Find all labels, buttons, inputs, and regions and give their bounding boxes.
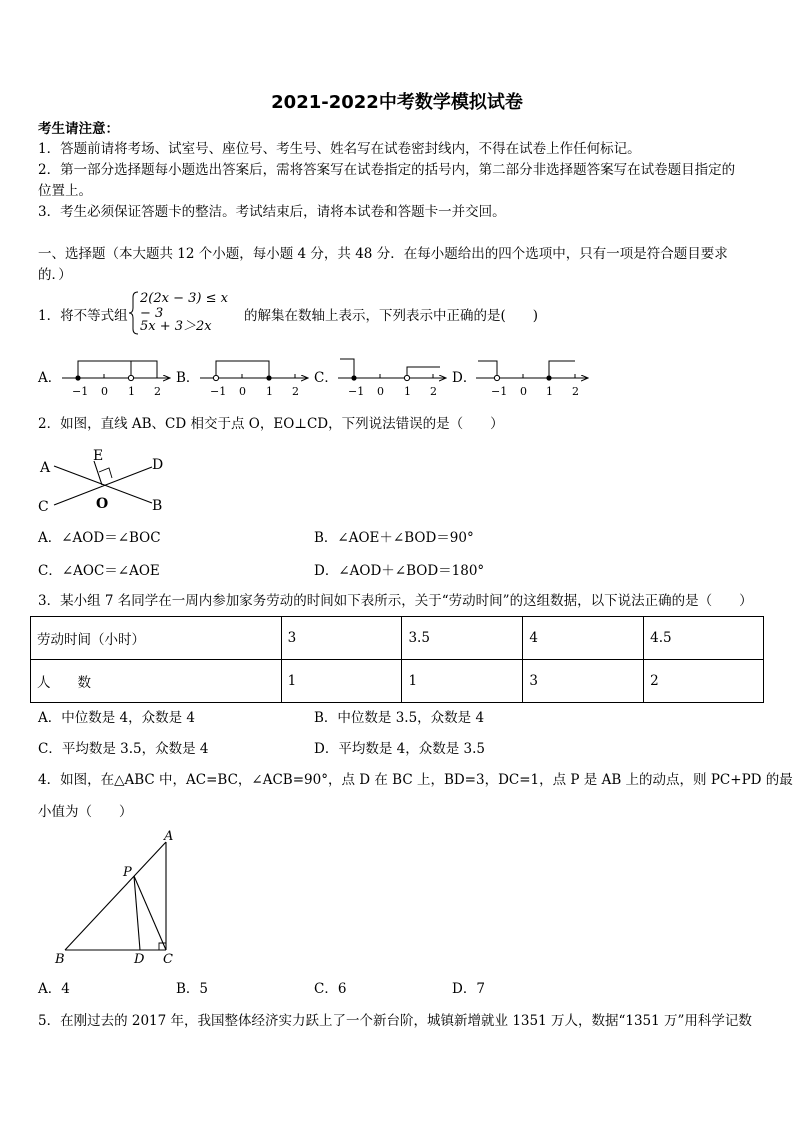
q1-suffix: 的解集在数轴上表示，下列表示中正确的是( ) xyxy=(244,308,539,324)
table-row xyxy=(31,617,764,660)
q1-ineq-2: 5x + 3＞2x xyxy=(140,319,212,334)
number-line-d xyxy=(476,361,588,398)
q3-option-a: A．中位数是 4，众数是 4 xyxy=(38,710,196,726)
q3-stem: 3．某小组 7 名同学在一周内参加家务劳动的时间如下表所示，关于“劳动时间”的这组数据，以下说法正确的是（ ） xyxy=(38,593,753,609)
q4-option-d: D．7 xyxy=(452,981,485,997)
point-label-e: E xyxy=(93,448,104,464)
q2-stem: 2．如图，直线 AB、CD 相交于点 O，EO⊥CD，下列说法错误的是（ ） xyxy=(38,416,504,432)
q1-number-lines xyxy=(0,352,794,402)
q2-option-b: B．∠AOE＋∠BOD＝90° xyxy=(314,530,474,546)
point-label-d: D xyxy=(152,457,164,473)
tick-label: 2 xyxy=(430,385,437,398)
brace-icon xyxy=(128,291,140,335)
point-label-c: C xyxy=(163,952,173,967)
q1-prefix: 1．将不等式组 xyxy=(38,308,128,324)
tick-label: −1 xyxy=(72,385,89,398)
section-heading-cont: 的．） xyxy=(38,267,72,283)
tick-label: −1 xyxy=(210,385,227,398)
table-cell: 人 数 xyxy=(31,660,282,703)
q3-option-c: C．平均数是 3.5，众数是 4 xyxy=(38,741,209,757)
notice-item: 位置上。 xyxy=(38,183,92,199)
q3-option-b: B．中位数是 3.5，众数是 4 xyxy=(314,710,485,726)
number-line-b xyxy=(200,361,308,398)
point-label-b: B xyxy=(55,952,65,967)
table-cell: 3.5 xyxy=(402,617,523,660)
tick-label: 1 xyxy=(404,385,411,398)
q2-option-c: C．∠AOC＝∠AOE xyxy=(38,563,160,579)
page-title: 2021-2022中考数学模拟试卷 xyxy=(271,92,523,113)
number-line-c xyxy=(338,359,446,398)
table-cell: 1 xyxy=(402,660,523,703)
table-cell: 3 xyxy=(281,617,402,660)
q2-option-d: D．∠AOD＋∠BOD＝180° xyxy=(314,563,485,579)
point-label-o: O xyxy=(96,496,109,512)
q1-option-b-label: B． xyxy=(176,370,200,386)
point-label-p: P xyxy=(123,865,132,880)
point-label-c: C xyxy=(38,499,49,515)
table-cell: 3 xyxy=(523,660,644,703)
q3-option-d: D．平均数是 4，众数是 3.5 xyxy=(314,741,485,757)
point-label-b: B xyxy=(152,498,163,514)
q1-option-c-label: C． xyxy=(314,370,338,386)
point-label-a: A xyxy=(164,829,174,844)
notice-item: 2．第一部分选择题每小题选出答案后，需将答案写在试卷指定的括号内，第二部分非选择题答案写在试卷题目指定的 xyxy=(38,162,736,178)
table-cell: 劳动时间（小时） xyxy=(31,617,282,660)
tick-label: 2 xyxy=(572,385,579,398)
q1-ineq-1: 2(2x − 3) ≤ x − 3 xyxy=(140,291,228,321)
number-line-a xyxy=(62,361,170,398)
tick-label: 1 xyxy=(546,385,553,398)
q4-stem-cont: 小值为（ ） xyxy=(38,804,133,820)
q1-option-a-label: A． xyxy=(38,370,62,386)
tick-label: −1 xyxy=(491,385,508,398)
q5-stem: 5．在刚过去的 2017 年，我国整体经济实力跃上了一个新台阶，城镇新增就业 1351 万人，数据“1351 万”用科学记数 xyxy=(38,1013,752,1029)
tick-label: 2 xyxy=(292,385,299,398)
q2-option-a: A．∠AOD＝∠BOC xyxy=(38,530,161,546)
point-label-d: D xyxy=(134,952,145,967)
tick-label: 0 xyxy=(239,385,246,398)
tick-label: 1 xyxy=(266,385,273,398)
notice-heading: 考生请注意： xyxy=(38,121,119,137)
q1-option-d-label: D． xyxy=(452,370,477,386)
q1-inequality-system xyxy=(128,291,240,335)
table-cell: 4 xyxy=(523,617,644,660)
point-label-a: A xyxy=(40,460,51,476)
tick-label: 0 xyxy=(520,385,527,398)
q4-figure xyxy=(50,828,190,968)
tick-label: −1 xyxy=(348,385,365,398)
q3-table xyxy=(30,616,764,703)
tick-label: 1 xyxy=(128,385,135,398)
notice-item: 3．考生必须保证答题卡的整洁。考试结束后，请将本试卷和答题卡一并交回。 xyxy=(38,204,506,220)
q4-option-a: A．4 xyxy=(38,981,70,997)
q4-option-b: B．5 xyxy=(176,981,209,997)
tick-label: 0 xyxy=(377,385,384,398)
tick-label: 2 xyxy=(154,385,161,398)
q2-figure xyxy=(30,444,180,519)
q4-option-c: C．6 xyxy=(314,981,347,997)
table-row xyxy=(31,660,764,703)
notice-item: 1．答题前请将考场、试室号、座位号、考生号、姓名写在试卷密封线内，不得在试卷上作任何标记。 xyxy=(38,141,641,157)
table-cell: 4.5 xyxy=(644,617,764,660)
section-heading: 一、选择题（本大题共 12 个小题，每小题 4 分，共 48 分．在每小题给出的四个选项中，只有一项是符合题目要求 xyxy=(38,246,728,262)
tick-label: 0 xyxy=(101,385,108,398)
table-cell: 1 xyxy=(281,660,402,703)
table-cell: 2 xyxy=(644,660,764,703)
q4-stem: 4．如图，在△ABC 中，AC=BC，∠ACB=90°，点 D 在 BC 上，BD=3，DC=1，点 P 是 AB 上的动点，则 PC+PD 的最 xyxy=(38,772,793,788)
